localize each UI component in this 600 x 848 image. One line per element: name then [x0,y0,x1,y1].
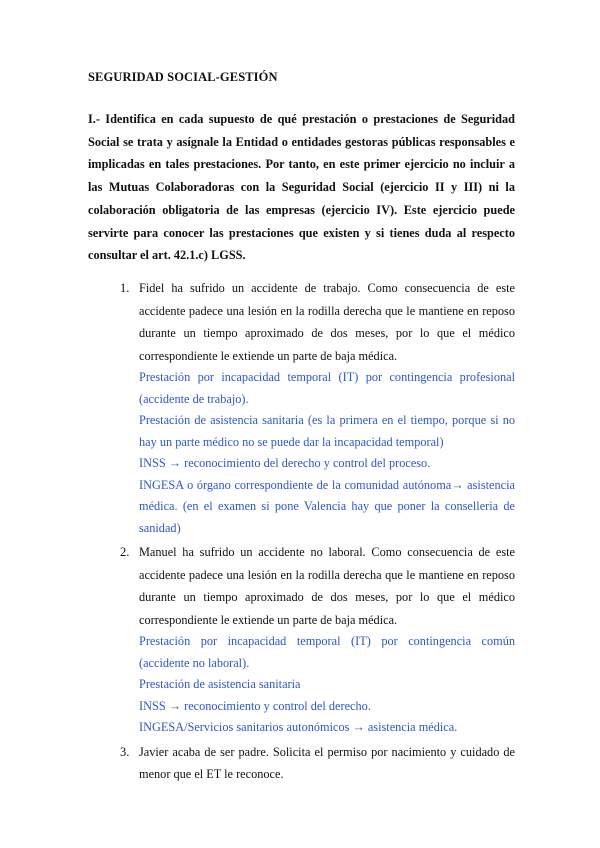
list-item [115,741,515,786]
answer-line: Prestación de asistencia sanitaria (es la primera en el tiempo, porque si no hay un parte médico no se puede dar la incapacidad temporal) [139,413,515,449]
answer-line: INGESA/Servicios sanitarios autonómicos → asistencia médica. [139,720,458,734]
case-statement: Manuel ha sufrido un accidente no laboral. Como consecuencia de este accidente padece una lesión en la rodilla derecha que le mantiene en reposo durante un tiempo aproximado de dos meses, por lo que el médico correspondiente le extiende un parte de baja médica. [139,545,515,627]
answer-line: INGESA o órgano correspondiente de la comunidad autónoma→ asistencia médica. (en el examen si pone Valencia hay que poner la conselleria de sanidad) [139,477,515,535]
item-number: 1. [120,281,130,295]
answer-line: INSS → reconocimiento del derecho y control del proceso. [139,456,431,470]
answer-line: Prestación de asistencia sanitaria [139,677,301,691]
answer-line: Prestación por incapacidad temporal (IT) por contingencia común (accidente no laboral). [139,634,515,670]
document-title: SEGURIDAD SOCIAL-GESTIÓN [88,70,278,84]
answer-line: INSS → reconocimiento y control del derecho. [139,698,371,713]
item-number: 2. [120,545,130,559]
list-item [115,541,515,739]
exercise-instructions: I.- Identifica en cada supuesto de qué prestación o prestaciones de Seguridad Social se trata y asígnale la Entidad o entidades gestoras públicas responsables e implicadas en tales prestaciones. Por tanto, en este primer ejercicio no incluir a las Mutuas Colaboradoras con la Seguridad Social (ejercicio II y III) ni la colaboración obligatoria de las empresas (ejercicio IV). Este ejercicio puede servirte para conocer las prestaciones que existen y si tienes duda al respecto consultar el art. 42.1.c) LGSS. [88,112,515,263]
answer-line: Prestación por incapacidad temporal (IT) por contingencia profesional (accidente de trabajo). [139,370,515,406]
list-item [115,277,515,539]
item-number: 3. [120,744,130,759]
case-statement: Javier acaba de ser padre. Solicita el permiso por nacimiento y cuidado de menor que el ET le reconoce. [139,744,515,781]
exercise-list [115,277,515,786]
case-statement: Fidel ha sufrido un accidente de trabajo. Como consecuencia de este accidente padece una lesión en la rodilla derecha que le mantiene en reposo durante un tiempo aproximado de dos meses, por lo que el médico correspondiente le extiende un parte de baja médica. [139,281,515,363]
